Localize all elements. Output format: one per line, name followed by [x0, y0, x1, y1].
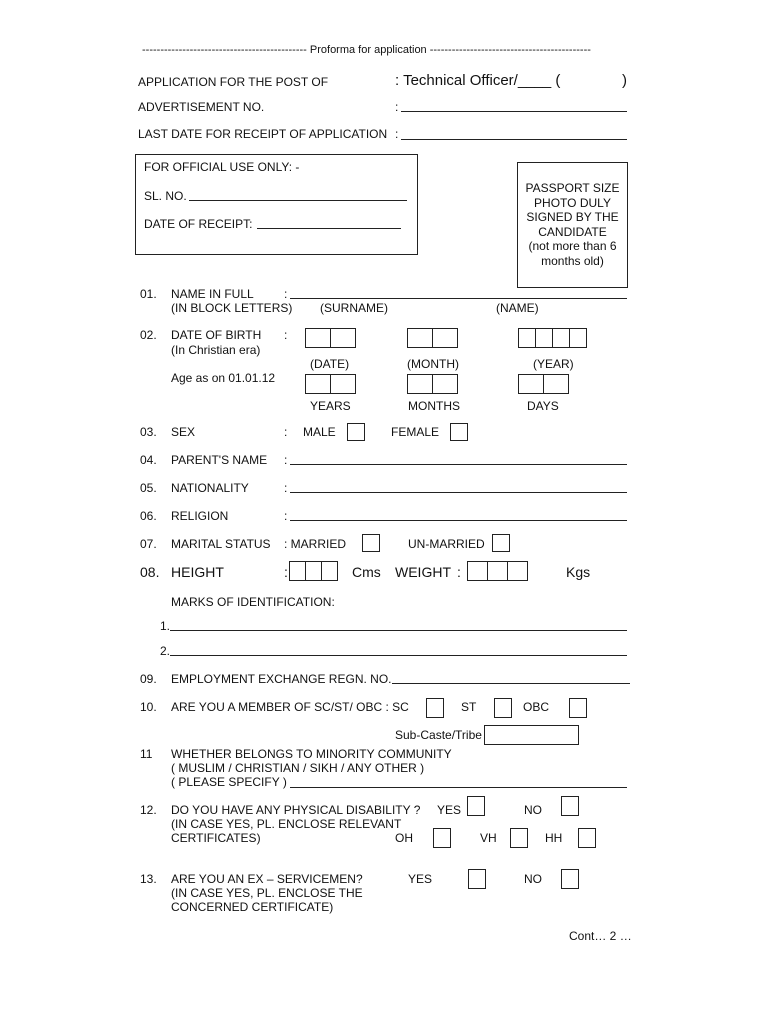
minority-input-line[interactable]	[290, 787, 627, 788]
dob-month-cells[interactable]	[407, 328, 458, 348]
disability-question: DO YOU HAVE ANY PHYSICAL DISABILITY ?	[171, 803, 421, 817]
weight-label: WEIGHT	[395, 564, 451, 580]
male-option-label: MALE	[303, 425, 336, 439]
employment-exchange-label: EMPLOYMENT EXCHANGE REGN. NO.	[171, 672, 392, 686]
oh-checkbox[interactable]	[433, 828, 451, 848]
field-01-number: 01.	[140, 287, 157, 301]
nationality-colon: :	[284, 481, 288, 495]
post-label: APPLICATION FOR THE POST OF	[138, 75, 329, 89]
disability-yes-label: YES	[437, 803, 462, 817]
height-label: HEIGHT	[171, 564, 224, 580]
field-04-number: 04.	[140, 453, 157, 467]
dob-month-caption: (MONTH)	[407, 357, 459, 371]
employment-exchange-input-line[interactable]	[392, 683, 630, 684]
male-checkbox[interactable]	[347, 423, 365, 441]
subcaste-input[interactable]	[484, 725, 579, 745]
dob-date-caption: (DATE)	[310, 357, 350, 371]
age-label: Age as on 01.01.12	[171, 371, 276, 385]
marital-status-label: MARITAL STATUS	[171, 537, 271, 551]
photo-text-line: PASSPORT SIZE	[525, 181, 620, 195]
nationality-input-line[interactable]	[290, 492, 627, 493]
age-months-caption: MONTHS	[408, 399, 460, 413]
vh-option-label: VH	[480, 831, 497, 845]
parents-name-input-line[interactable]	[290, 464, 627, 465]
dob-year-cells[interactable]	[518, 328, 587, 348]
dob-year-caption: (YEAR)	[533, 357, 574, 371]
surname-caption: (SURNAME)	[320, 301, 388, 315]
field-08-number: 08.	[140, 564, 160, 580]
marks-of-identification-label: MARKS OF IDENTIFICATION:	[171, 595, 335, 609]
date-of-receipt-label: DATE OF RECEIPT:	[144, 217, 253, 231]
disability-yes-checkbox[interactable]	[467, 796, 485, 816]
religion-input-line[interactable]	[290, 520, 627, 521]
ex-servicemen-question: ARE YOU AN EX – SERVICEMEN?	[171, 872, 363, 886]
hh-option-label: HH	[545, 831, 563, 845]
parents-name-colon: :	[284, 453, 288, 467]
st-checkbox[interactable]	[494, 698, 512, 718]
ex-servicemen-yes-label: YES	[408, 872, 433, 886]
parents-name-label: PARENT'S NAME	[171, 453, 268, 467]
field-12-number: 12.	[140, 803, 157, 817]
given-name-caption: (NAME)	[496, 301, 539, 315]
field-05-number: 05.	[140, 481, 157, 495]
obc-option-label: OBC	[523, 700, 550, 714]
last-date-label: LAST DATE FOR RECEIPT OF APPLICATION	[138, 127, 388, 141]
field-02-number: 02.	[140, 328, 157, 342]
married-option-label: : MARRIED	[284, 537, 347, 551]
advertisement-colon: :	[395, 100, 399, 114]
female-checkbox[interactable]	[450, 423, 468, 441]
ex-servicemen-no-checkbox[interactable]	[561, 869, 579, 889]
field-10-number: 10.	[140, 700, 157, 714]
post-value: : Technical Officer/____ (	[395, 72, 561, 89]
unmarried-checkbox[interactable]	[492, 534, 510, 552]
cms-unit: Cms	[352, 564, 381, 580]
unmarried-option-label: UN-MARRIED	[408, 537, 485, 551]
kgs-unit: Kgs	[566, 564, 591, 580]
age-days-cells[interactable]	[518, 374, 569, 394]
official-use-title: FOR OFFICIAL USE ONLY: -	[144, 160, 300, 174]
female-option-label: FEMALE	[391, 425, 440, 439]
category-label: ARE YOU A MEMBER OF SC/ST/ OBC : SC	[171, 700, 409, 714]
age-months-cells[interactable]	[407, 374, 458, 394]
height-cells[interactable]	[289, 561, 338, 581]
st-option-label: ST	[461, 700, 477, 714]
mark-2-number: 2.	[160, 644, 171, 658]
sl-no-label: SL. NO.	[144, 189, 187, 203]
dob-colon: :	[284, 328, 288, 342]
mark-1-number: 1.	[160, 619, 171, 633]
age-days-caption: DAYS	[527, 399, 559, 413]
mark-1-input-line[interactable]	[170, 630, 627, 631]
photo-text-line: PHOTO DULY	[534, 195, 611, 210]
continued-note: Cont… 2 …	[569, 929, 632, 943]
field-06-number: 06.	[140, 509, 157, 523]
passport-photo-box[interactable]	[517, 162, 628, 288]
ex-servicemen-no-label: NO	[524, 872, 542, 886]
sl-no-input-line[interactable]	[189, 200, 407, 201]
date-of-receipt-input-line[interactable]	[257, 228, 401, 229]
religion-label: RELIGION	[171, 509, 229, 523]
photo-text-line: months old)	[541, 253, 604, 268]
weight-colon: :	[457, 564, 461, 580]
disability-no-checkbox[interactable]	[561, 796, 579, 816]
disability-certificates-note: CERTIFICATES)	[171, 831, 261, 845]
last-date-input-line[interactable]	[401, 139, 627, 140]
field-13-number: 13.	[140, 872, 157, 886]
photo-text-line: (not more than 6	[528, 239, 617, 253]
name-label: NAME IN FULL	[171, 287, 254, 301]
age-years-caption: YEARS	[310, 399, 351, 413]
sex-colon: :	[284, 425, 288, 439]
weight-cells[interactable]	[467, 561, 528, 581]
nationality-label: NATIONALITY	[171, 481, 249, 495]
sc-checkbox[interactable]	[426, 698, 444, 718]
subcaste-label: Sub-Caste/Tribe	[395, 728, 482, 742]
last-date-colon: :	[395, 127, 399, 141]
field-11-number: 11	[140, 747, 153, 761]
hh-checkbox[interactable]	[578, 828, 596, 848]
mark-2-input-line[interactable]	[170, 655, 627, 656]
dob-label: DATE OF BIRTH	[171, 328, 262, 342]
dob-date-cells[interactable]	[305, 328, 356, 348]
ex-servicemen-yes-checkbox[interactable]	[468, 869, 486, 889]
field-03-number: 03.	[140, 425, 157, 439]
religion-colon: :	[284, 509, 288, 523]
minority-options-note: ( MUSLIM / CHRISTIAN / SIKH / ANY OTHER )	[171, 761, 425, 775]
vh-checkbox[interactable]	[510, 828, 528, 848]
advertisement-input-line[interactable]	[401, 111, 627, 112]
dob-era-note: (In Christian era)	[171, 343, 261, 357]
field-09-number: 09.	[140, 672, 157, 686]
advertisement-label: ADVERTISEMENT NO.	[138, 100, 265, 114]
name-block-letters-note: (IN BLOCK LETTERS)	[171, 301, 293, 315]
name-input-line[interactable]	[290, 298, 627, 299]
photo-text-line: CANDIDATE	[538, 224, 607, 239]
proforma-heading: --------------------------------------------- Proforma for application --------------------------------------------	[142, 44, 591, 56]
oh-option-label: OH	[395, 831, 413, 845]
field-07-number: 07.	[140, 537, 157, 551]
minority-question: WHETHER BELONGS TO MINORITY COMMUNITY	[171, 747, 452, 761]
obc-checkbox[interactable]	[569, 698, 587, 718]
age-years-cells[interactable]	[305, 374, 356, 394]
minority-specify-note: ( PLEASE SPECIFY )	[171, 775, 287, 789]
disability-enclose-note: (IN CASE YES, PL. ENCLOSE RELEVANT	[171, 817, 402, 831]
disability-no-label: NO	[524, 803, 542, 817]
post-close-paren: )	[622, 72, 627, 89]
sex-label: SEX	[171, 425, 196, 439]
photo-text-line: SIGNED BY THE	[526, 210, 619, 224]
name-colon: :	[284, 287, 288, 301]
married-checkbox[interactable]	[362, 534, 380, 552]
ex-servicemen-enclose-note: (IN CASE YES, PL. ENCLOSE THE	[171, 886, 363, 900]
ex-servicemen-certificate-note: CONCERNED CERTIFICATE)	[171, 900, 334, 914]
height-colon: :	[284, 564, 288, 580]
